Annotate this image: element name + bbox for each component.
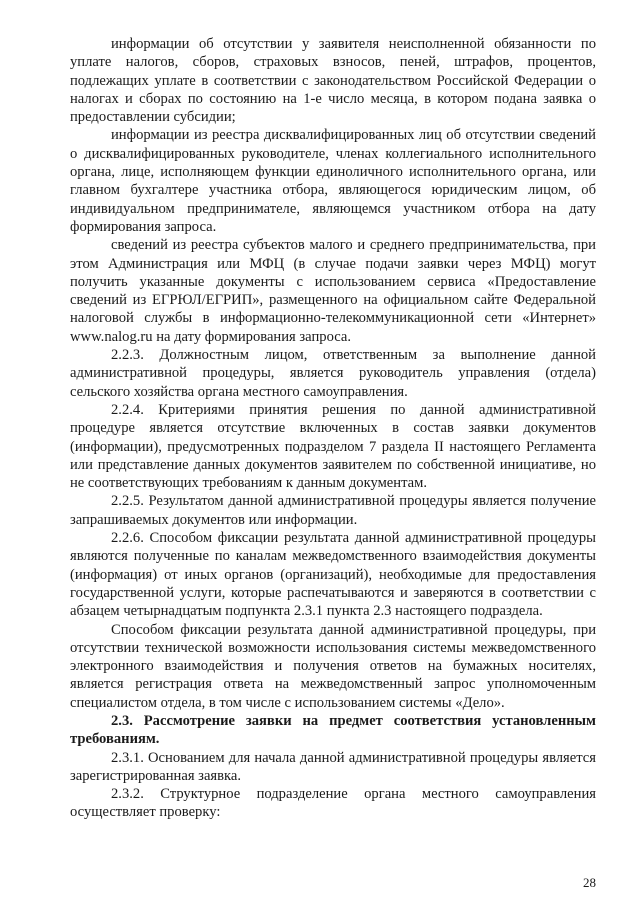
paragraph-2-2-5: 2.2.5. Результатом данной административной процедуры является получение запрашиваемых документов или информации.: [70, 493, 596, 528]
paragraph-disqualified-registry: информации из реестра дисквалифицированных лиц об отсутствии сведений о дисквалифицированных руководителе, членах коллегиального исполнительного органа, лице, исполняющем функции единоличного исполнительного органа, или главном бухгалтере участника отбора, являющегося юридическим лицом, об индивидуальном предпринимателе, являющемся участником отбора на дату формирования запроса.: [70, 127, 596, 235]
paragraph-fixation-method: Способом фиксации результата данной административной процедуры, при отсутствии технической возможности использования системы межведомственного электронного взаимодействия и получения ответов на бумажных носителях, является регистрация ответа на межведомственный запрос уполномоченным специалистом отдела, в том числе с использованием системы «Дело».: [70, 621, 596, 711]
page-body: [70, 35, 596, 822]
paragraph-2-3-2: 2.3.2. Структурное подразделение органа местного самоуправления осуществляет проверку:: [70, 786, 596, 821]
paragraph-2-2-3: 2.2.3. Должностным лицом, ответственным за выполнение данной административной процедуры, является руководитель управления (отдела) сельского хозяйства органа местного самоуправления.: [70, 347, 596, 400]
paragraph-2-2-6: 2.2.6. Способом фиксации результата данной административной процедуры являются полученные по каналам межведомственного взаимодействия документы (информация) от иных органов (организаций), необходимые для предоставления государственной услуги, которые распечатываются и заверяются в соответствии с абзацем четырнадцатым подпункта 2.3.1 пункта 2.3 настоящего подраздела.: [70, 530, 596, 620]
paragraph-2-2-4: 2.2.4. Критериями принятия решения по данной административной процедуре является отсутствие включенных в состав заявки документов (информации), предусмотренных подразделом 7 раздела II настоящего Регламента или представление данных документов заявителем по собственной инициативе, но не соответствующих требованиям к данным документам.: [70, 401, 596, 492]
paragraph-tax-debt-info: информации об отсутствии у заявителя неисполненной обязанности по уплате налогов, сборов, страховых взносов, пеней, штрафов, процентов, подлежащих уплате в соответствии с законодательством Российской Федерации о налогах и сборах по состоянию на 1-е число месяца, в котором подана заявка о предоставлении субсидии;: [70, 36, 596, 126]
section-heading-2-3: 2.3. Рассмотрение заявки на предмет соответствия установленным требованиям.: [70, 712, 596, 748]
paragraph-2-3-1: 2.3.1. Основанием для начала данной административной процедуры является зарегистрированная заявка.: [70, 749, 596, 784]
page-number: 28: [583, 875, 596, 890]
paragraph-sme-registry: сведений из реестра субъектов малого и среднего предпринимательства, при этом Администрация или МФЦ (в случае подачи заявки через МФЦ) могут получить указанные документы с использованием сервиса «Предоставление сведений из ЕГРЮЛ/ЕГРИП», размещенного на официальном сайте Федеральной налоговой службы в информационно-телекоммуникационной сети «Интернет» www.nalog.ru на дату формирования запроса.: [70, 237, 596, 345]
